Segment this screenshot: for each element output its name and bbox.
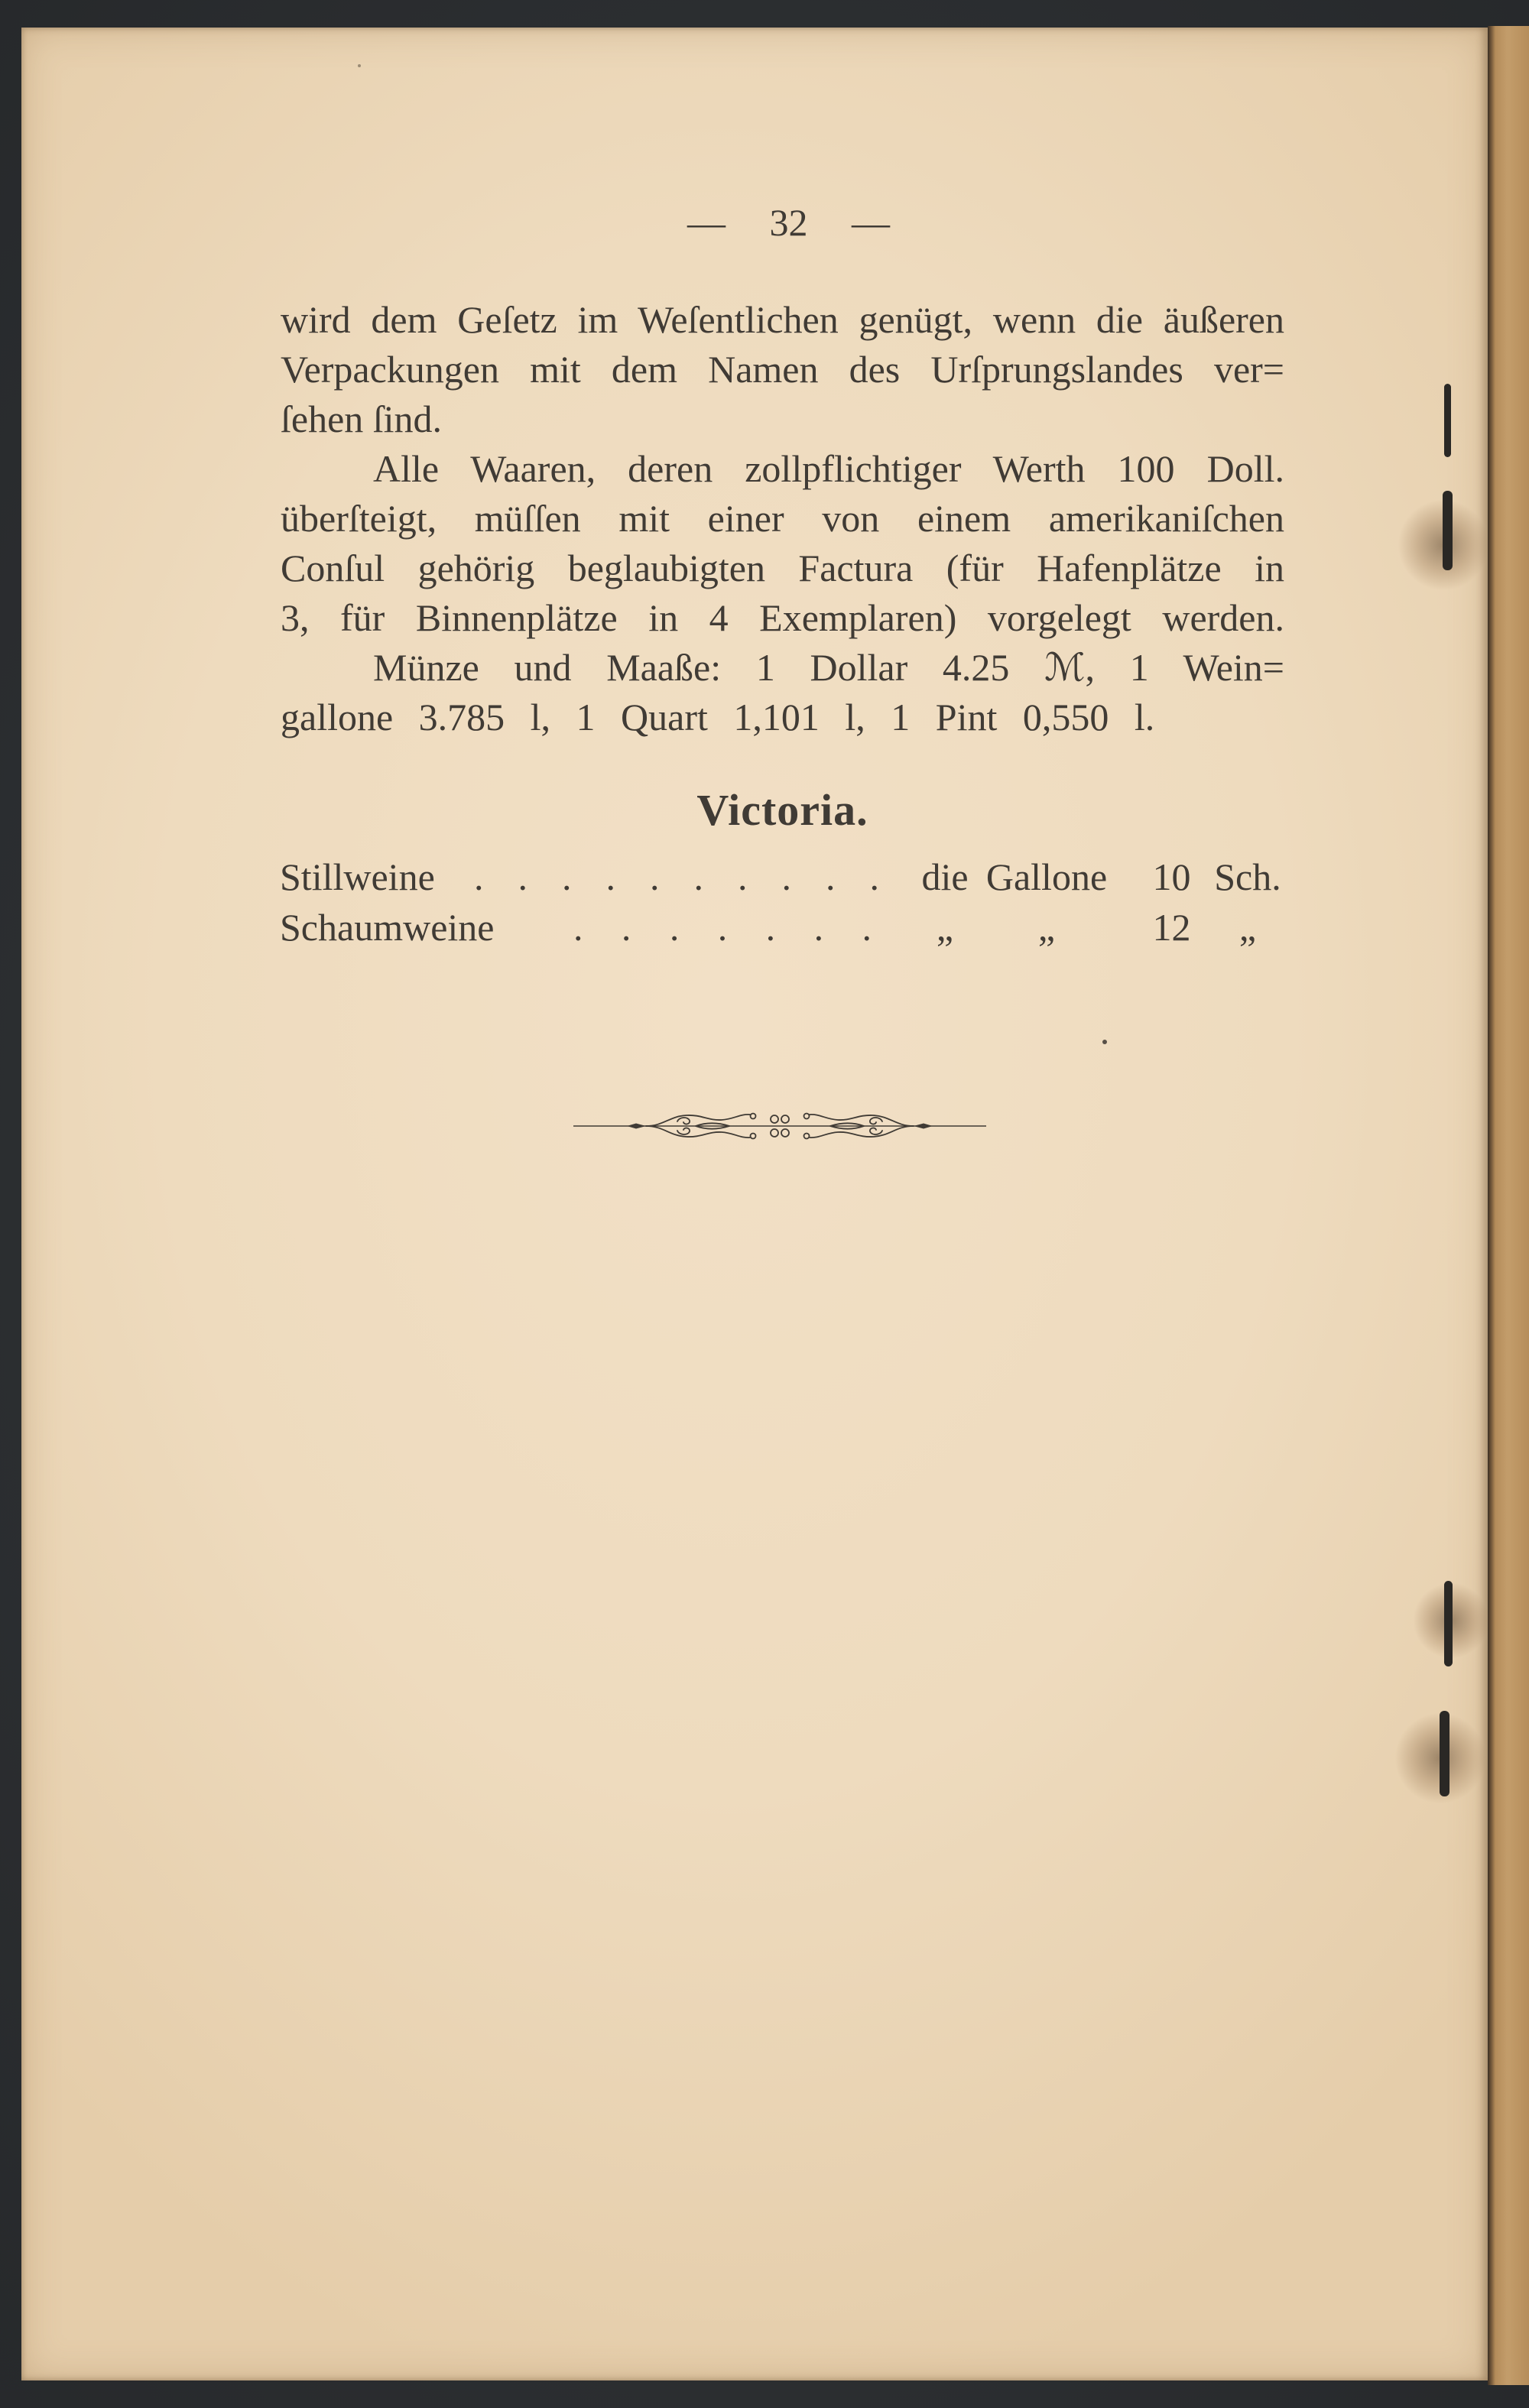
wine-type: Stillweine: [280, 855, 435, 898]
text-line: Münze und Maaße: 1 Dollar 4.25 ℳ, 1 Wein=: [373, 646, 1284, 689]
binding-mark: [1444, 384, 1451, 457]
duty-rate: 10: [1152, 855, 1191, 898]
text-line: überſteigt, müſſen mit einer von einem amerikaniſchen: [281, 497, 1284, 540]
binding-mark: [1443, 491, 1453, 570]
unit-measure: Gallone: [985, 855, 1108, 898]
ditto-mark: „: [1238, 906, 1257, 949]
ditto-mark: „: [1037, 906, 1056, 949]
paragraph-currency-measures: [281, 643, 1284, 742]
unit-article: die: [921, 855, 969, 898]
tariff-row: [21, 903, 1488, 952]
page-number: — 32 —: [687, 201, 890, 244]
text-line: ſehen ſind.: [281, 398, 443, 440]
ornamental-divider: [573, 1106, 986, 1146]
leader-dots: . . . . . . .: [573, 906, 872, 949]
text-line: gallone 3.785 l, 1 Quart 1,101 l, 1 Pint 0,550 l.: [281, 696, 1155, 738]
section-heading: Victoria.: [696, 785, 868, 835]
binding-mark: [1444, 1581, 1453, 1666]
text-line: 3, für Binnenplätze in 4 Exemplaren) vorgelegt werden.: [281, 596, 1284, 639]
leader-dots: . . . . . . . . . .: [474, 855, 879, 898]
currency: Sch.: [1214, 855, 1281, 898]
paragraph-origin-marking: [281, 295, 1284, 444]
dust-speck: [358, 64, 361, 67]
paragraph-consular-invoice: [281, 444, 1284, 643]
book-page: [21, 28, 1488, 2380]
dust-speck: [1102, 1040, 1107, 1044]
tariff-row: [21, 852, 1488, 902]
text-line: Alle Waaren, deren zollpflichtiger Werth 100 Doll.: [373, 447, 1284, 490]
text-line: Conſul gehörig beglaubigten Factura (für Hafenplätze in: [281, 547, 1284, 589]
ditto-mark: „: [936, 906, 954, 949]
adjacent-page-edge: [1488, 26, 1529, 2385]
body-text: [281, 295, 1284, 742]
wine-type: Schaumweine: [280, 906, 495, 949]
text-line: wird dem Geſetz im Weſentlichen genügt, wenn die äußeren: [281, 298, 1284, 341]
duty-rate: 12: [1152, 906, 1191, 949]
binding-mark: [1440, 1711, 1449, 1796]
text-line: Verpackungen mit dem Namen des Urſprungslandes ver=: [281, 348, 1284, 391]
